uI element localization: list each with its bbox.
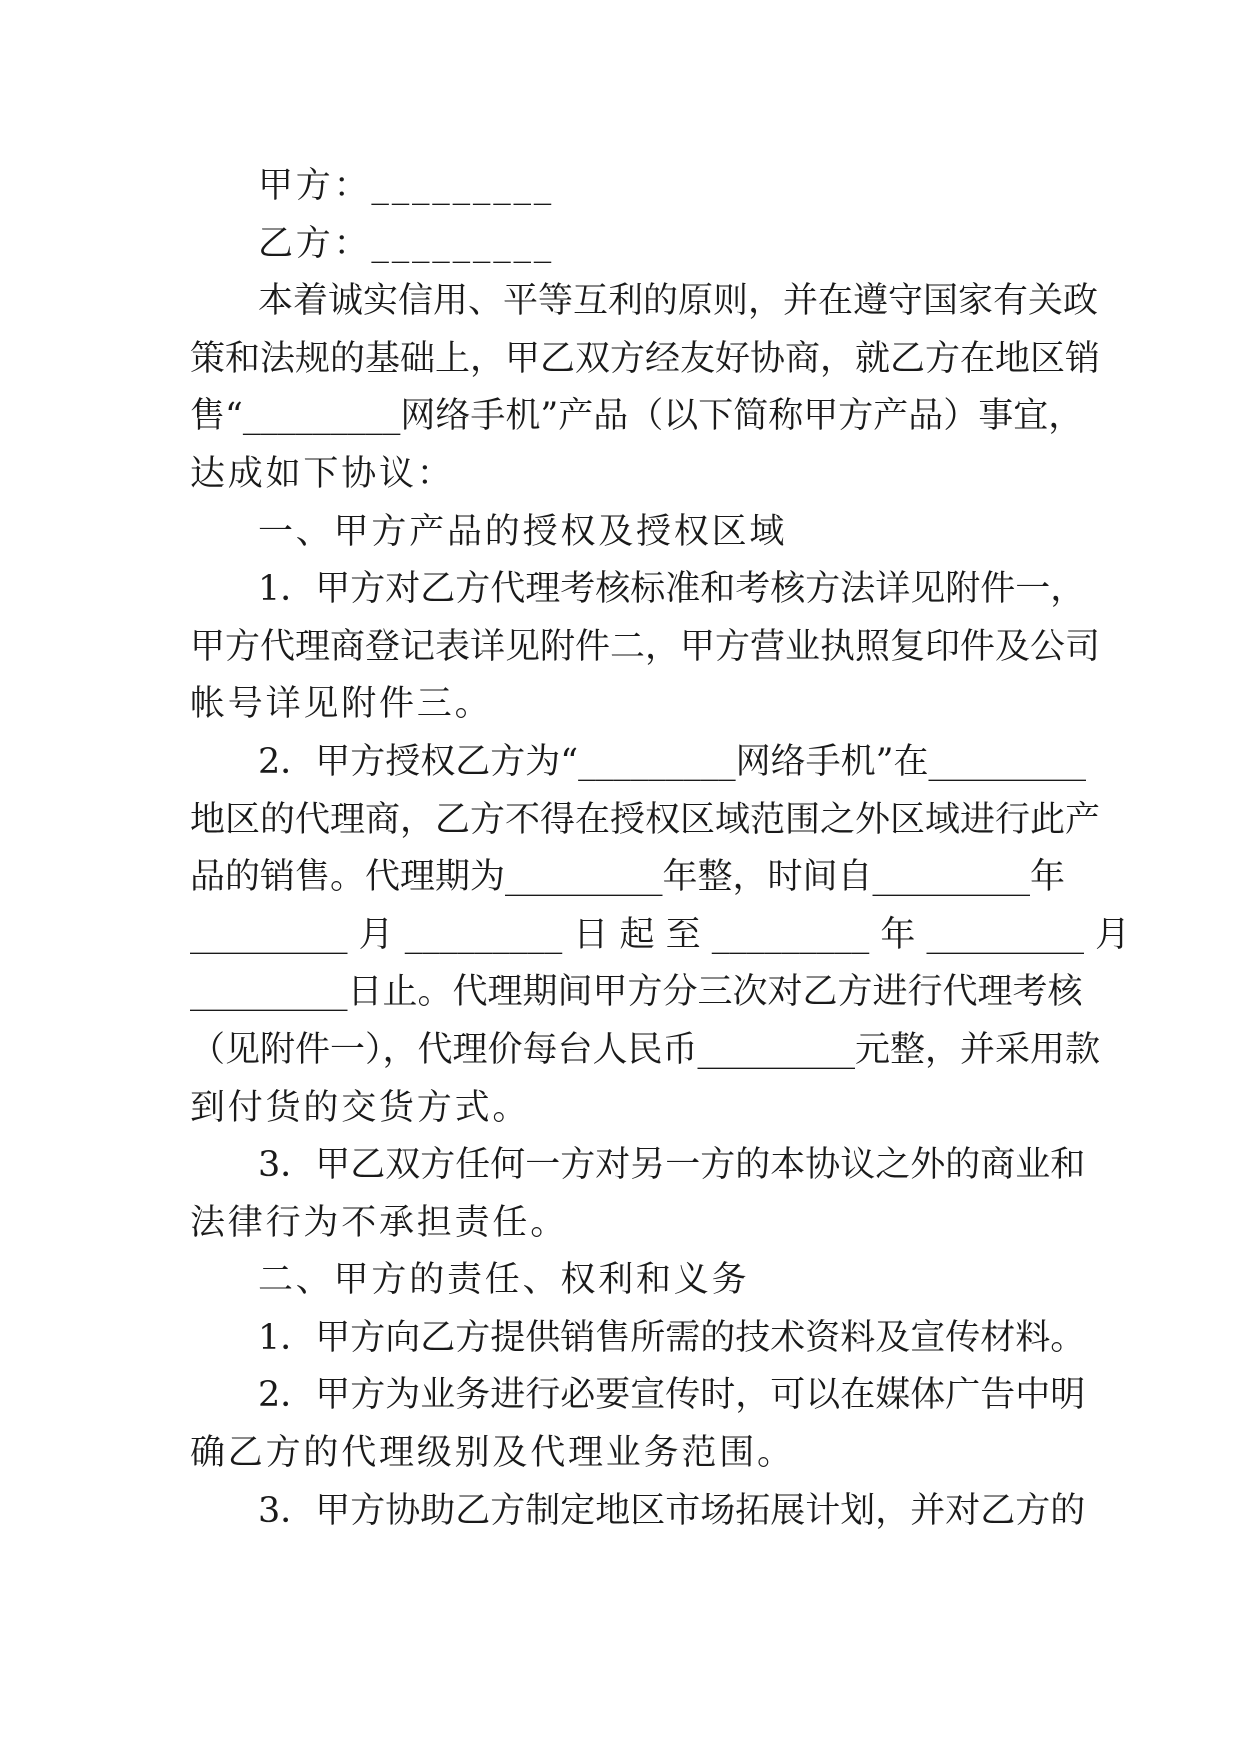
text-line: 二、甲方的责任、权利和义务 xyxy=(258,1260,750,1301)
text-line: 1．甲方对乙方代理考核标准和考核方法详见附件一， xyxy=(258,569,1086,610)
text-line: 甲方：_________ xyxy=(258,166,555,206)
text-line: 到付货的交货方式。 xyxy=(190,1087,531,1128)
text-line: 帐号详见附件三。 xyxy=(190,684,493,725)
text-line: 售“_________网络手机”产品（以下简称甲方产品）事宜， xyxy=(190,396,1084,437)
text-line: 品的销售。代理期为_________年整，时间自_________年 xyxy=(190,857,1066,898)
text-line: 3．甲乙双方任何一方对另一方的本协议之外的商业和 xyxy=(258,1145,1086,1186)
text-line: 法律行为不承担责任。 xyxy=(190,1202,569,1243)
text-line: 乙方：_________ xyxy=(258,223,555,264)
text-line: （见附件一），代理价每台人民币_________元整，并采用款 xyxy=(190,1029,1101,1070)
text-line: 策和法规的基础上，甲乙双方经友好协商，就乙方在地区销 xyxy=(190,338,1101,379)
text-line: 地区的代理商，乙方不得在授权区域范围之外区域进行此产 xyxy=(190,799,1101,840)
text-line: 1．甲方向乙方提供销售所需的技术资料及宣传材料。 xyxy=(258,1317,1086,1358)
text-line: 甲方代理商登记表详见附件二，甲方营业执照复印件及公司 xyxy=(190,626,1101,667)
text-line: 3．甲方协助乙方制定地区市场拓展计划，并对乙方的 xyxy=(258,1490,1086,1531)
text-line: 2．甲方为业务进行必要宣传时，可以在媒体广告中明 xyxy=(258,1375,1086,1416)
text-line: _________ 月 _________ 日 起 至 _________ 年 _________ 月 xyxy=(190,914,1131,955)
text-line: 确乙方的代理级别及代理业务范围。 xyxy=(190,1433,795,1474)
text-line: _________日止。代理期间甲方分三次对乙方进行代理考核 xyxy=(190,972,1083,1013)
agreement-body xyxy=(190,158,1131,1540)
text-line: 达成如下协议： xyxy=(190,453,455,494)
text-line: 本着诚实信用、平等互利的原则，并在遵守国家有关政 xyxy=(258,281,1099,322)
text-line: 一、甲方产品的授权及授权区域 xyxy=(258,511,788,552)
text-line: 2．甲方授权乙方为“_________网络手机”在_________ xyxy=(258,741,1087,782)
